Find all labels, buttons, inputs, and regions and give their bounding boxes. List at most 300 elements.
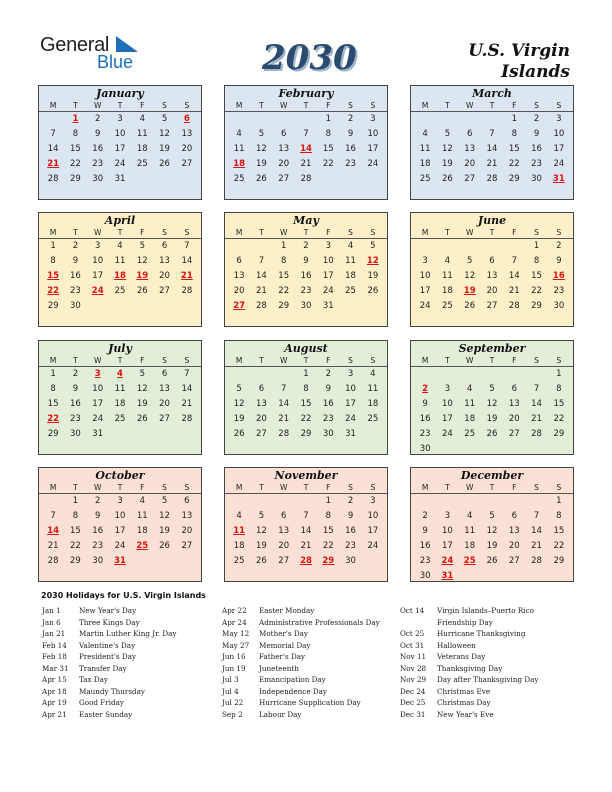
day-cell: 13: [486, 271, 498, 281]
day-cell: 17: [92, 271, 104, 281]
day-cell: 5: [258, 511, 265, 521]
day-cell: 13: [278, 144, 290, 154]
holiday-day-cell: 1: [72, 114, 79, 124]
day-cell: 3: [370, 114, 376, 124]
holiday-name: Father's Day: [259, 652, 306, 661]
day-cell: 29: [300, 429, 312, 439]
holiday-row: [222, 651, 380, 663]
empty-day-cell: [459, 494, 481, 509]
day-cell: 23: [419, 556, 431, 566]
day-cell: 1: [72, 496, 79, 506]
holiday-name: Hurricane Thanksgiving: [437, 629, 526, 638]
empty-day-cell: [414, 367, 436, 382]
day-cell: 25: [464, 429, 476, 439]
day-cell: 16: [419, 414, 431, 424]
month-name: December: [460, 469, 524, 482]
empty-day-cell: [273, 494, 295, 509]
day-cell: 14: [300, 526, 312, 536]
weekday-label: M: [49, 228, 57, 237]
holiday-day-cell: 6: [183, 114, 190, 124]
weekday-header-row: [411, 482, 573, 494]
weekday-header-row: [411, 227, 573, 239]
day-cell: 12: [442, 144, 453, 154]
day-cell: 3: [556, 114, 562, 124]
holiday-date: Jul 4: [222, 686, 239, 696]
holiday-date: Apr 15: [42, 675, 67, 684]
holiday-date: Feb 14: [42, 640, 67, 650]
weekday-label: S: [348, 228, 353, 237]
day-cell: 27: [508, 556, 520, 566]
day-cell: 8: [50, 384, 56, 394]
day-cell: 15: [47, 399, 59, 409]
day-grid: [411, 494, 573, 584]
day-cell: 9: [72, 256, 79, 266]
day-cell: 25: [233, 174, 245, 184]
weekday-label: F: [140, 356, 145, 365]
day-cell: 16: [70, 271, 81, 281]
day-cell: 25: [442, 301, 453, 311]
day-cell: 15: [278, 271, 290, 281]
day-cell: 11: [136, 129, 148, 139]
day-grid: [39, 112, 201, 187]
day-cell: 16: [92, 526, 104, 536]
holiday-date: Apr 22: [222, 606, 247, 615]
day-cell: 27: [508, 429, 520, 439]
day-cell: 7: [184, 241, 190, 251]
day-cell: 11: [464, 526, 476, 536]
day-cell: 6: [236, 256, 242, 266]
day-cell: 8: [511, 129, 517, 139]
weekday-label: S: [556, 101, 562, 110]
day-cell: 17: [367, 144, 379, 154]
day-cell: 2: [347, 114, 354, 124]
weekday-header-row: [39, 227, 201, 239]
day-cell: 2: [94, 496, 101, 506]
day-cell: 19: [159, 144, 170, 154]
day-cell: 5: [161, 496, 168, 506]
day-cell: 26: [233, 429, 245, 439]
day-cell: 28: [531, 556, 542, 566]
day-cell: 11: [233, 144, 245, 154]
day-cell: 29: [531, 301, 542, 311]
day-cell: 7: [303, 511, 309, 521]
day-cell: 8: [50, 256, 56, 266]
holiday-date: Jun 16: [222, 652, 246, 661]
day-cell: 1: [556, 369, 562, 379]
empty-day-cell: [414, 112, 436, 127]
day-cell: 24: [92, 414, 104, 424]
holiday-date: Jul 3: [222, 675, 239, 684]
day-cell: 30: [345, 556, 356, 566]
holiday-row: [42, 628, 176, 640]
month-name: November: [274, 469, 338, 482]
day-cell: 28: [181, 286, 193, 296]
weekday-label: T: [117, 101, 123, 110]
weekday-header-row: [225, 355, 387, 367]
day-cell: 10: [114, 129, 126, 139]
day-grid: [39, 239, 201, 314]
holiday-date: Oct 14: [400, 606, 425, 615]
day-cell: 11: [114, 256, 126, 266]
day-cell: 20: [278, 541, 290, 551]
day-cell: 5: [370, 241, 376, 251]
day-cell: 17: [442, 414, 453, 424]
month-november: [224, 467, 388, 582]
day-cell: 12: [159, 511, 170, 521]
weekday-label: S: [556, 483, 562, 492]
day-cell: 5: [139, 369, 145, 379]
day-cell: 20: [278, 159, 290, 169]
weekday-label: S: [534, 228, 539, 237]
day-cell: 30: [300, 301, 312, 311]
empty-day-cell: [503, 367, 525, 382]
holiday-name: Tax Day: [79, 675, 108, 684]
day-cell: 24: [345, 414, 356, 424]
day-cell: 21: [531, 541, 542, 551]
day-cell: 23: [553, 286, 565, 296]
day-cell: 18: [114, 399, 126, 409]
month-name: October: [95, 469, 145, 482]
day-cell: 15: [553, 399, 565, 409]
holiday-date: Sep 2: [222, 709, 243, 719]
holiday-date: Dec 25: [400, 698, 426, 707]
empty-day-cell: [436, 494, 458, 509]
day-cell: 10: [92, 256, 104, 266]
day-cell: 23: [300, 286, 312, 296]
holiday-row: [222, 628, 380, 640]
day-cell: 22: [553, 541, 565, 551]
weekday-label: F: [512, 101, 517, 110]
weekday-label: W: [93, 356, 102, 365]
day-cell: 4: [236, 129, 242, 139]
weekday-label: F: [512, 228, 517, 237]
holiday-row: [42, 686, 176, 698]
day-cell: 12: [256, 526, 267, 536]
day-cell: 1: [303, 369, 309, 379]
day-cell: 12: [464, 271, 476, 281]
day-cell: 1: [50, 369, 56, 379]
day-cell: 19: [136, 399, 148, 409]
day-cell: 20: [181, 144, 193, 154]
empty-day-cell: [228, 239, 250, 254]
day-cell: 30: [322, 429, 334, 439]
day-cell: 26: [256, 556, 267, 566]
day-cell: 3: [444, 384, 451, 394]
weekday-label: W: [93, 228, 102, 237]
day-grid: [411, 367, 573, 457]
holiday-date: Apr 21: [42, 709, 67, 719]
day-cell: 13: [508, 399, 520, 409]
day-cell: 3: [422, 256, 428, 266]
day-cell: 17: [419, 286, 431, 296]
day-cell: 18: [464, 414, 476, 424]
day-cell: 21: [508, 286, 520, 296]
holiday-day-cell: 27: [233, 301, 246, 311]
holiday-day-cell: 2: [422, 384, 429, 394]
day-cell: 25: [114, 286, 126, 296]
day-cell: 2: [94, 114, 101, 124]
holiday-date: Nov 29: [400, 675, 427, 684]
weekday-label: S: [184, 101, 190, 110]
holiday-name: New Year's Eve: [437, 709, 494, 719]
day-cell: 1: [325, 496, 331, 506]
weekday-label: S: [370, 483, 376, 492]
day-cell: 19: [367, 271, 379, 281]
day-cell: 14: [278, 399, 290, 409]
day-cell: 18: [442, 286, 453, 296]
day-cell: 8: [303, 384, 309, 394]
weekday-label: S: [162, 101, 167, 110]
weekday-label: S: [184, 483, 190, 492]
day-cell: 16: [92, 144, 104, 154]
holiday-day-cell: 31: [552, 174, 565, 184]
day-cell: 2: [303, 241, 309, 251]
day-cell: 2: [533, 114, 540, 124]
day-cell: 17: [114, 526, 126, 536]
day-cell: 29: [70, 174, 81, 184]
empty-day-cell: [436, 112, 458, 127]
day-cell: 18: [419, 159, 431, 169]
weekday-label: W: [465, 356, 474, 365]
holidays-title: 2030 Holidays for U.S. Virgin Islands: [41, 591, 206, 600]
empty-day-cell: [525, 367, 547, 382]
day-cell: 13: [256, 399, 267, 409]
day-cell: 29: [47, 429, 59, 439]
holiday-name: President's Day: [79, 652, 136, 661]
holiday-row: [400, 617, 538, 629]
day-cell: 10: [322, 256, 334, 266]
empty-day-cell: [414, 494, 436, 509]
day-cell: 30: [70, 301, 81, 311]
holiday-date: Jan 1: [42, 606, 61, 615]
day-cell: 11: [136, 511, 148, 521]
day-cell: 8: [325, 511, 331, 521]
weekday-label: T: [445, 483, 450, 492]
holiday-date: Jan 21: [42, 629, 66, 638]
day-cell: 26: [486, 429, 498, 439]
holiday-row: [400, 651, 538, 663]
day-cell: 20: [159, 399, 170, 409]
weekday-label: T: [117, 228, 123, 237]
day-cell: 7: [303, 129, 309, 139]
weekday-label: S: [162, 483, 167, 492]
day-cell: 24: [114, 159, 126, 169]
holiday-day-cell: 19: [463, 286, 476, 296]
day-cell: 21: [300, 541, 312, 551]
weekday-label: F: [326, 101, 331, 110]
day-cell: 8: [72, 511, 79, 521]
month-july: [38, 340, 202, 455]
day-cell: 13: [278, 526, 290, 536]
day-cell: 24: [442, 429, 453, 439]
day-cell: 14: [508, 271, 520, 281]
day-cell: 16: [70, 399, 81, 409]
day-cell: 19: [159, 526, 170, 536]
day-cell: 24: [553, 159, 565, 169]
day-cell: 26: [159, 159, 170, 169]
day-cell: 22: [508, 159, 520, 169]
holiday-day-cell: 22: [47, 286, 60, 296]
weekday-label: S: [184, 228, 190, 237]
day-cell: 18: [367, 399, 379, 409]
weekday-label: W: [93, 483, 102, 492]
day-cell: 1: [556, 496, 562, 506]
holiday-name: Veterans Day: [437, 652, 486, 661]
holiday-name: Good Friday: [79, 698, 124, 707]
weekday-label: T: [303, 356, 309, 365]
day-cell: 4: [117, 241, 123, 251]
holiday-day-cell: 14: [300, 144, 312, 154]
empty-day-cell: [295, 494, 317, 509]
day-cell: 2: [422, 511, 428, 521]
day-cell: 6: [280, 129, 287, 139]
day-cell: 13: [508, 526, 520, 536]
day-cell: 6: [489, 256, 495, 266]
holiday-name: Day after Thanksgiving Day: [437, 675, 539, 684]
weekday-label: T: [259, 356, 264, 365]
holiday-row: [42, 697, 176, 709]
holiday-row: [42, 709, 176, 721]
day-cell: 22: [322, 541, 334, 551]
day-cell: 22: [531, 286, 542, 296]
logo-triangle-icon: [116, 36, 138, 52]
day-cell: 16: [345, 526, 356, 536]
day-cell: 16: [531, 144, 542, 154]
day-cell: 15: [322, 144, 334, 154]
weekday-label: W: [465, 101, 474, 110]
month-june: [410, 212, 574, 327]
day-cell: 1: [280, 241, 287, 251]
day-cell: 20: [508, 541, 520, 551]
day-cell: 9: [303, 256, 309, 266]
day-cell: 11: [367, 384, 379, 394]
day-cell: 9: [325, 384, 331, 394]
day-cell: 23: [92, 541, 104, 551]
holiday-day-cell: 19: [136, 271, 149, 281]
day-cell: 8: [280, 256, 287, 266]
holiday-row: [222, 617, 380, 629]
day-cell: 9: [94, 511, 101, 521]
day-cell: 6: [258, 384, 265, 394]
holiday-day-cell: 22: [47, 414, 60, 424]
holiday-column: [222, 605, 380, 720]
weekday-label: S: [370, 228, 376, 237]
month-name: February: [278, 87, 334, 100]
day-cell: 29: [508, 174, 520, 184]
holiday-row: [222, 605, 380, 617]
day-cell: 25: [114, 414, 126, 424]
day-cell: 14: [531, 399, 542, 409]
day-cell: 16: [322, 399, 334, 409]
weekday-header-row: [411, 355, 573, 367]
day-cell: 11: [464, 399, 476, 409]
day-cell: 27: [278, 174, 290, 184]
weekday-label: S: [184, 356, 190, 365]
day-cell: 26: [367, 286, 379, 296]
day-cell: 22: [70, 541, 81, 551]
day-cell: 3: [347, 369, 354, 379]
day-grid: [39, 494, 201, 569]
month-name: June: [477, 214, 507, 227]
day-cell: 21: [256, 286, 267, 296]
day-cell: 5: [236, 384, 242, 394]
day-grid: [225, 367, 387, 442]
empty-day-cell: [481, 239, 503, 254]
holiday-day-cell: 11: [233, 526, 246, 536]
day-cell: 12: [486, 526, 498, 536]
day-grid: [225, 112, 387, 187]
holiday-day-cell: 4: [117, 369, 123, 379]
day-cell: 20: [256, 414, 267, 424]
day-cell: 3: [370, 496, 376, 506]
day-cell: 26: [442, 174, 453, 184]
holiday-name: Valentine's Day: [79, 640, 136, 650]
day-cell: 13: [159, 256, 170, 266]
day-cell: 2: [556, 241, 562, 251]
day-cell: 12: [136, 256, 148, 266]
day-cell: 3: [117, 496, 123, 506]
holiday-row: [222, 640, 380, 652]
holiday-name: New Year's Day: [79, 606, 137, 615]
empty-day-cell: [250, 367, 272, 382]
day-cell: 20: [181, 526, 193, 536]
day-cell: 26: [256, 174, 267, 184]
holiday-date: Jan 6: [42, 617, 61, 627]
weekday-label: T: [445, 228, 450, 237]
empty-day-cell: [459, 112, 481, 127]
day-cell: 25: [233, 556, 245, 566]
holiday-row: [222, 697, 380, 709]
month-september: [410, 340, 574, 455]
day-cell: 11: [114, 384, 126, 394]
day-cell: 25: [136, 159, 148, 169]
day-cell: 5: [444, 129, 451, 139]
weekday-label: M: [235, 228, 243, 237]
weekday-label: S: [370, 356, 376, 365]
day-cell: 28: [531, 429, 542, 439]
weekday-label: S: [348, 101, 353, 110]
holiday-row: [400, 640, 538, 652]
weekday-label: S: [162, 356, 167, 365]
holiday-day-cell: 16: [552, 271, 565, 281]
day-cell: 13: [181, 511, 193, 521]
day-cell: 27: [278, 556, 290, 566]
weekday-header-row: [39, 355, 201, 367]
weekday-label: T: [445, 101, 450, 110]
day-cell: 7: [511, 256, 517, 266]
day-cell: 20: [464, 159, 476, 169]
day-cell: 28: [508, 301, 520, 311]
month-name: September: [458, 342, 526, 355]
day-cell: 29: [278, 301, 290, 311]
holiday-name: Thanksgiving Day: [437, 663, 503, 673]
empty-day-cell: [273, 112, 295, 127]
holiday-date: Apr 19: [42, 698, 67, 707]
day-cell: 21: [486, 159, 498, 169]
empty-day-cell: [295, 112, 317, 127]
month-name: April: [104, 214, 136, 227]
holiday-row: [400, 697, 538, 709]
holiday-name: Maundy Thursday: [79, 686, 145, 696]
weekday-label: T: [489, 356, 495, 365]
day-cell: 3: [94, 241, 101, 251]
day-cell: 6: [280, 511, 287, 521]
day-cell: 14: [47, 144, 59, 154]
day-cell: 9: [72, 384, 79, 394]
day-cell: 30: [553, 301, 565, 311]
weekday-label: F: [512, 356, 517, 365]
weekday-label: W: [465, 483, 474, 492]
